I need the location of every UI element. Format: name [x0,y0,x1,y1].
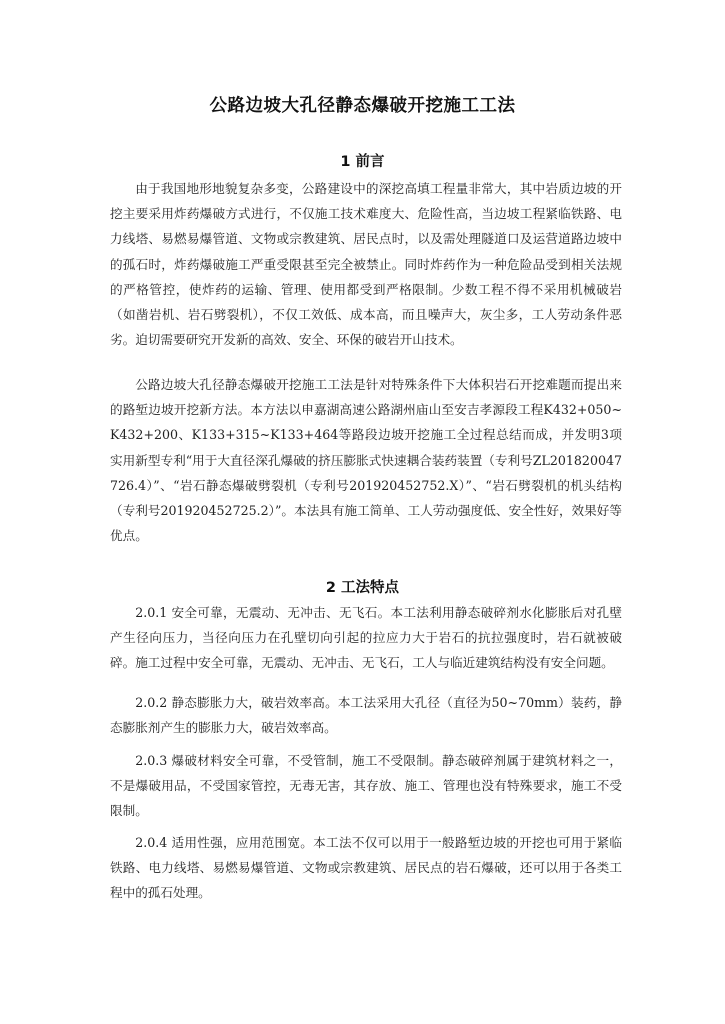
paragraph-feature-2-0-3: 2.0.3 爆破材料安全可靠，不受管制，施工不受限制。静态破碎剂属于建筑材料之一，不是爆破用品，不受国家管控，无毒无害，其存放、施工、管理也没有特殊要求，施工不受限制。 [110,753,622,819]
paragraph-foreword-1: 由于我国地形地貌复杂多变，公路建设中的深挖高填工程量非常大，其中岩质边坡的开挖主要采用炸药爆破方式进行，不仅施工技术难度大、危险性高，当边坡工程紧临铁路、电力线塔、易燃易爆管道、文物或宗教建筑、居民点时，以及需处理隧道口及运营道路边坡中的孤石时，炸药爆破施工严重受限甚至完全被禁止。同时炸药作为一种危险品受到相关法规的严格管控，使炸药的运输、管理、使用都受到严格限制。少数工程不得不采用机械破岩（如凿岩机、岩石劈裂机），不仅工效低、成本高，而且噪声大，灰尘多，工人劳动条件恶劣。迫切需要研究开发新的高效、安全、环保的破岩开山技术。 [110,181,622,348]
paragraph-feature-2-0-1: 2.0.1 安全可靠，无震动、无冲击、无飞石。本工法利用静态破碎剂水化膨胀后对孔壁产生径向压力，当径向压力在孔壁切向引起的拉应力大于岩石的抗拉强度时，岩石就被破碎。施工过程中安全可靠，无震动、无冲击、无飞石，工人与临近建筑结构没有安全问题。 [110,605,622,671]
paragraph-foreword-2: 公路边坡大孔径静态爆破开挖施工工法是针对特殊条件下大体积岩石开挖难题而提出来的路堑边坡开挖新方法。本方法以申嘉湖高速公路湖州庙山至安吉孝源段工程K432+050~K432+200、K133+315~K133+464等路段边坡开挖施工全过程总结而成，并发明3项实用新型专利“用于大直径深孔爆破的挤压膨胀式快速耦合装药装置（专利号ZL201820047726.4）”、“岩石静态爆破劈裂机（专利号201920452752.X）”、“岩石劈裂机的机头结构（专利号201920452725.2）”。本法具有施工简单、工人劳动强度低、安全性好，效果好等优点。 [110,377,622,544]
document-title: 公路边坡大孔径静态爆破开挖施工工法 [209,96,516,116]
section-heading-features: 2 工法特点 [325,580,400,596]
paragraph-feature-2-0-4: 2.0.4 适用性强，应用范围宽。本工法不仅可以用于一般路堑边坡的开挖也可用于紧临铁路、电力线塔、易燃易爆管道、文物或宗教建筑、居民点的岩石爆破，还可以用于各类工程中的孤石处理。 [110,835,622,901]
section-heading-foreword: 1 前言 [340,154,385,170]
paragraph-feature-2-0-2: 2.0.2 静态膨胀力大，破岩效率高。本工法采用大孔径（直径为50~70mm）装药，静态膨胀剂产生的膨胀力大，破岩效率高。 [110,695,622,736]
